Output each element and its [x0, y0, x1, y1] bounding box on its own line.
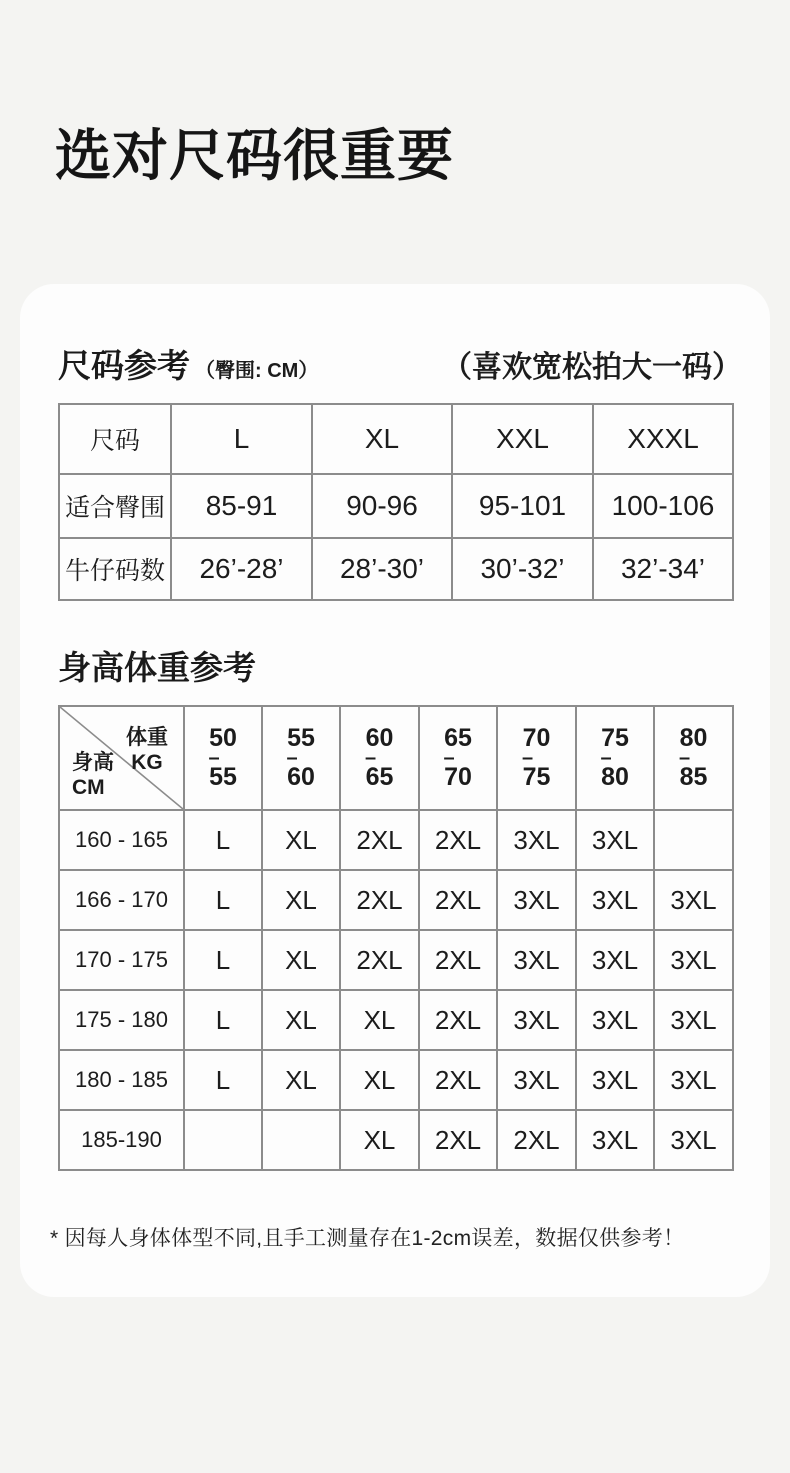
weight-range-from: 60 [365, 724, 394, 752]
hw-size-cell [654, 810, 733, 870]
hip-range-cell: 95-101 [452, 474, 593, 538]
table-row [59, 1050, 733, 1110]
weight-col-header [497, 706, 576, 810]
height-weight-header-row [59, 706, 733, 810]
weight-col-header [262, 706, 340, 810]
table-row [59, 870, 733, 930]
hw-size-cell: 3XL [654, 870, 733, 930]
hw-size-cell: L [184, 810, 262, 870]
hw-size-cell: L [184, 1050, 262, 1110]
hw-size-cell: XL [262, 990, 340, 1050]
hw-size-cell: 3XL [576, 870, 654, 930]
hw-size-cell: 2XL [340, 930, 419, 990]
hip-row-label: 适合臀围 [59, 474, 171, 538]
hw-size-cell: 2XL [419, 930, 497, 990]
hw-size-cell: 3XL [497, 930, 576, 990]
jean-size-cell: 26’-28’ [171, 538, 312, 600]
table-row [59, 474, 733, 538]
jean-size-cell: 32’-34’ [593, 538, 733, 600]
size-table-header-cell: XXXL [593, 404, 733, 474]
hip-range-cell: 90-96 [312, 474, 452, 538]
weight-range-to: 65 [365, 762, 394, 791]
weight-range-dash: – [521, 746, 534, 769]
weight-range-dash: – [364, 746, 377, 769]
hip-range-cell: 100-106 [593, 474, 733, 538]
hw-size-cell: 3XL [497, 810, 576, 870]
size-card [20, 284, 770, 1297]
weight-range-from: 75 [601, 724, 629, 752]
size-table-header-cell: 尺码 [59, 404, 171, 474]
hw-size-cell: 3XL [576, 1050, 654, 1110]
height-row-label: 160 - 165 [59, 810, 184, 870]
weight-range-from: 55 [287, 724, 315, 752]
hw-size-cell: XL [262, 1050, 340, 1110]
weight-col-header [184, 706, 262, 810]
size-reference-unit-note: （臀围: CM） [195, 360, 319, 382]
size-table-header-row [59, 404, 733, 474]
size-table-header-cell: XXL [452, 404, 593, 474]
page-title: 选对尺码很重要 [55, 124, 454, 187]
size-reference-heading-row [58, 340, 742, 387]
height-axis-label [72, 750, 114, 800]
hw-size-cell: XL [340, 1110, 419, 1170]
height-row-label: 185-190 [59, 1110, 184, 1170]
hw-size-cell: 3XL [576, 1110, 654, 1170]
table-row [59, 1110, 733, 1170]
weight-range-to: 70 [444, 762, 472, 791]
height-unit: CM [72, 775, 105, 799]
weight-range-from: 50 [209, 724, 237, 752]
table-row [59, 538, 733, 600]
height-row-label: 166 - 170 [59, 870, 184, 930]
hw-size-cell: L [184, 930, 262, 990]
weight-range-dash: – [678, 746, 691, 769]
size-table-header-cell: XL [312, 404, 452, 474]
hw-size-cell: 2XL [419, 1050, 497, 1110]
hw-size-cell: 2XL [419, 810, 497, 870]
loose-fit-tip: （喜欢宽松拍大一码） [442, 351, 742, 384]
hw-size-cell: XL [262, 870, 340, 930]
weight-range-to: 60 [287, 762, 315, 791]
weight-axis-label [126, 725, 168, 775]
weight-col-header [340, 706, 419, 810]
hw-size-cell: 2XL [419, 1110, 497, 1170]
hw-size-cell: 2XL [419, 990, 497, 1050]
weight-range-dash: – [600, 746, 612, 769]
hw-size-cell: XL [262, 810, 340, 870]
weight-unit: KG [131, 751, 163, 775]
hw-size-cell: 3XL [576, 810, 654, 870]
weight-range-from: 80 [679, 724, 708, 752]
height-weight-table [58, 705, 734, 1171]
hw-size-cell: XL [262, 930, 340, 990]
height-label: 身高 [72, 750, 114, 774]
hip-range-cell: 85-91 [171, 474, 312, 538]
jean-size-cell: 28’-30’ [312, 538, 452, 600]
weight-col-header [419, 706, 497, 810]
weight-range-from: 65 [444, 724, 472, 752]
weight-col-header [654, 706, 733, 810]
hw-size-cell [184, 1110, 262, 1170]
weight-range-to: 80 [601, 762, 629, 791]
hw-size-cell: 3XL [654, 1110, 733, 1170]
size-table-header-cell: L [171, 404, 312, 474]
table-row [59, 930, 733, 990]
table-row [59, 990, 733, 1050]
height-row-label: 180 - 185 [59, 1050, 184, 1110]
height-row-label: 170 - 175 [59, 930, 184, 990]
height-row-label: 175 - 180 [59, 990, 184, 1050]
hw-size-cell: 3XL [497, 1050, 576, 1110]
hw-size-cell: XL [340, 990, 419, 1050]
hw-corner-cell [59, 706, 184, 810]
height-weight-heading: 身高体重参考 [58, 649, 256, 686]
hw-size-cell: 3XL [576, 990, 654, 1050]
size-reference-heading: 尺码参考 [58, 347, 190, 384]
weight-range-dash: – [286, 746, 298, 769]
hw-size-cell: 3XL [654, 930, 733, 990]
jean-row-label: 牛仔码数 [59, 538, 171, 600]
hw-size-cell: 2XL [340, 870, 419, 930]
hw-size-cell: L [184, 870, 262, 930]
weight-range-to: 85 [679, 762, 708, 791]
weight-range-dash: – [443, 746, 455, 769]
hw-size-cell: 2XL [419, 870, 497, 930]
table-row [59, 810, 733, 870]
weight-range-dash: – [208, 746, 220, 769]
hw-size-cell: 3XL [654, 990, 733, 1050]
hw-size-cell [262, 1110, 340, 1170]
hw-size-cell: 3XL [497, 870, 576, 930]
hw-size-cell: 3XL [576, 930, 654, 990]
weight-label: 体重 [126, 726, 168, 749]
weight-col-header [576, 706, 654, 810]
hw-size-cell: XL [340, 1050, 419, 1110]
size-table [58, 403, 734, 601]
hw-size-cell: L [184, 990, 262, 1050]
hw-size-cell: 2XL [497, 1110, 576, 1170]
jean-size-cell: 30’-32’ [452, 538, 593, 600]
disclaimer-note: * 因每人身体体型不同,且手工测量存在1-2cm误差，数据仅供参考！ [50, 1227, 685, 1250]
hw-size-cell: 3XL [497, 990, 576, 1050]
hw-size-cell: 3XL [654, 1050, 733, 1110]
weight-range-to: 75 [522, 762, 551, 791]
hw-size-cell: 2XL [340, 810, 419, 870]
weight-range-to: 55 [209, 762, 237, 791]
weight-range-from: 70 [522, 724, 551, 752]
